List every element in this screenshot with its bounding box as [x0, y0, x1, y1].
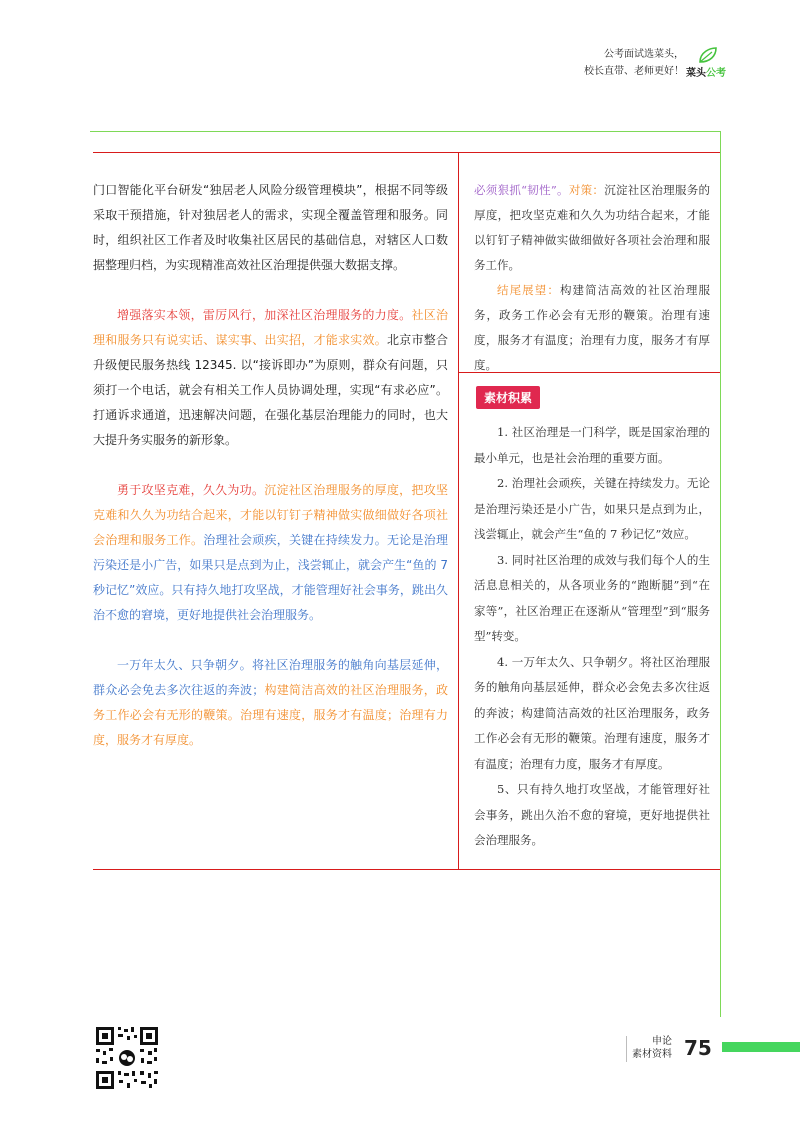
bottom-red-rule — [93, 869, 720, 870]
countermeasure-label: 对策： — [568, 183, 605, 197]
materials-badge: 素材积累 — [476, 386, 540, 409]
paragraph-4 — [93, 653, 448, 753]
paragraph-4-heading: 一万年太久、只争朝夕。将社区治理服务的触角向基层延伸，群众必会免去多次往返的奔波； — [93, 658, 448, 697]
header-tagline-line2: 校长直带、老师更好！ — [584, 66, 684, 77]
footer-divider — [626, 1036, 627, 1062]
paragraph-2-heading: 增强落实本领，雷厉风行，加深社区治理服务的力度。 — [117, 308, 412, 322]
paragraph-2-body: 北京市整合升级便民服务热线 12345. 以“接诉即办”为原则，群众有问题，只须打一个电话，就会有相关工作人员协调处理，实现“有求必应”。打通诉求通道，迅速解决问题，在强化基层治理能力的同时，也大大提升务实服务的新形象。 — [93, 333, 448, 447]
page-accent-bar — [722, 1042, 800, 1052]
countermeasure-lead: 必须狠抓“韧性”。 — [474, 183, 569, 197]
top-green-rule — [90, 131, 721, 132]
materials-list — [474, 420, 710, 854]
paragraph-3-highlight: 沉淀社区治理服务的厚度，把攻坚克难和久久为功结合起来，才能以钉钉子精神做实做细做好各项社会治理和服务工作。 — [93, 483, 448, 547]
footer-label-line2: 素材资料 — [632, 1049, 672, 1060]
ending-label: 结尾展望： — [497, 283, 560, 297]
brand-wordmark — [686, 64, 726, 79]
top-red-rule — [93, 152, 720, 153]
page-number: 75 — [684, 1036, 712, 1060]
right-column-top — [474, 178, 710, 378]
paragraph-3 — [93, 478, 448, 628]
header-tagline — [584, 46, 684, 80]
paragraph-1: 门口智能化平台研发“独居老人风险分级管理模块”，根据不同等级采取干预措施，针对独居老人的需求，实现全覆盖管理和服务。同时，组织社区工作者及时收集社区居民的基础信息，对辖区人口数据整理归档，为实现精准高效社区治理提供强大数据支撑。 — [93, 183, 448, 272]
materials-item: 5、只有持久地打攻坚战，才能管理好社会事务，跳出久治不愈的窘境，更好地提供社会治理服务。 — [474, 782, 710, 847]
ending-text: 构建简洁高效的社区治理服务，政务工作必会有无形的鞭策。治理有速度，服务才有温度；治理有力度，服务才有厚度。 — [474, 283, 710, 372]
paragraph-4-highlight: 构建简洁高效的社区治理服务，政务工作必会有无形的鞭策。治理有速度，服务才有温度；治理有力度，服务才有厚度。 — [93, 683, 448, 747]
materials-item: 2. 治理社会顽疾，关键在持续发力。无论是治理污染还是小广告，如果只是点到为止，浅尝辄止，就会产生“鱼的 7 秒记忆”效应。 — [474, 476, 710, 541]
paragraph-3-heading: 勇于攻坚克难，久久为功。 — [117, 483, 265, 497]
countermeasure-paragraph — [474, 178, 710, 278]
qr-code-icon — [94, 1025, 160, 1091]
brand-part2: 公考 — [706, 68, 726, 79]
footer-label — [628, 1035, 672, 1061]
paragraph-2 — [93, 303, 448, 453]
right-green-rule — [720, 132, 721, 1017]
countermeasure-text: 沉淀社区治理服务的厚度，把攻坚克难和久久为功结合起来，才能以钉钉子精神做实做细做好各项社会治理和服务工作。 — [474, 183, 711, 272]
paragraph-3-body: 治理社会顽疾，关键在持续发力。无论是治理污染还是小广告，如果只是点到为止，浅尝辄止，就会产生“鱼的 7 秒记忆”效应。只有持久地打攻坚战，才能管理好社会事务，跳出久治不愈的窘境，更好地提供社会治理服务。 — [93, 533, 448, 622]
left-column — [93, 178, 448, 778]
materials-item: 1. 社区治理是一门科学，既是国家治理的最小单元，也是社会治理的重要方面。 — [474, 425, 710, 465]
materials-item: 3. 同时社区治理的成效与我们每个人的生活息息相关的，从各项业务的“跑断腿”到“在家等”，社区治理正在逐渐从“管理型”到“服务型”转变。 — [474, 552, 710, 643]
ending-paragraph — [474, 278, 710, 378]
materials-item: 4. 一万年太久、只争朝夕。将社区治理服务的触角向基层延伸，群众必会免去多次往返的奔波；构建简洁高效的社区治理服务，政务工作必会有无形的鞭策。治理有速度，服务才有温度；治理有力度，服务才有厚度。 — [474, 654, 710, 771]
column-divider — [458, 152, 459, 870]
header-tagline-line1: 公考面试选菜头， — [604, 49, 684, 60]
footer-label-line1: 申论 — [652, 1036, 672, 1047]
brand-part1: 菜头 — [686, 68, 706, 79]
paragraph-2-highlight: 社区治理和服务只有说实话、谋实事、出实招，才能求实效。 — [93, 308, 448, 347]
